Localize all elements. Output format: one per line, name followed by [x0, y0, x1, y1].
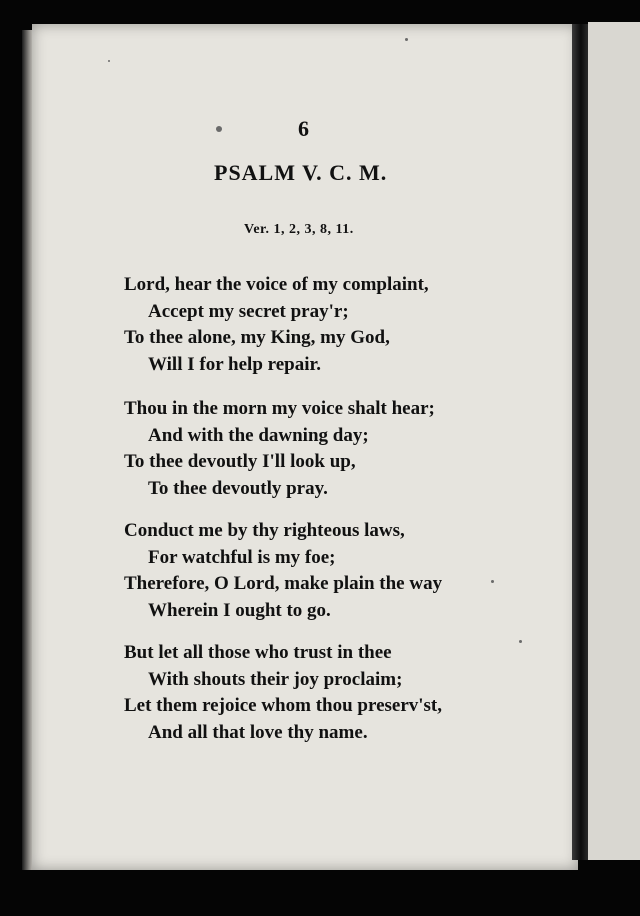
verse-line: But let all those who trust in thee — [124, 642, 392, 663]
stanza-1 — [124, 272, 429, 378]
verse-line: Thou in the morn my voice shalt hear; — [124, 398, 435, 419]
verse-line: To thee devoutly I'll look up, — [124, 451, 356, 472]
verse-line: Wherein I ought to go. — [148, 599, 331, 621]
stanza-3 — [124, 518, 442, 624]
verse-line: And with the dawning day; — [148, 424, 369, 446]
psalm-title: PSALM V. C. M. — [214, 160, 388, 185]
verse-line: Accept my secret pray'r; — [148, 300, 349, 322]
stanza-4 — [124, 640, 442, 746]
verse-line: Will I for help repair. — [148, 353, 321, 375]
verse-line: To thee devoutly pray. — [148, 477, 328, 499]
stanza-2 — [124, 396, 435, 502]
verse-line: For watchful is my foe; — [148, 546, 336, 568]
verse-line: Conduct me by thy righteous laws, — [124, 520, 405, 541]
verse-line: Let them rejoice whom thou preserv'st, — [124, 695, 443, 716]
verse-line: Lord, hear the voice of my complaint, — [124, 274, 429, 295]
verse-line: To thee alone, my King, my God, — [124, 327, 390, 348]
page-number: 6 — [298, 116, 309, 141]
verse-line: And all that love thy name. — [148, 721, 368, 743]
verse-line: Therefore, O Lord, make plain the way — [124, 573, 443, 594]
verses-reference: Ver. 1, 2, 3, 8, 11. — [244, 222, 354, 237]
verse-line: With shouts their joy proclaim; — [148, 668, 403, 690]
